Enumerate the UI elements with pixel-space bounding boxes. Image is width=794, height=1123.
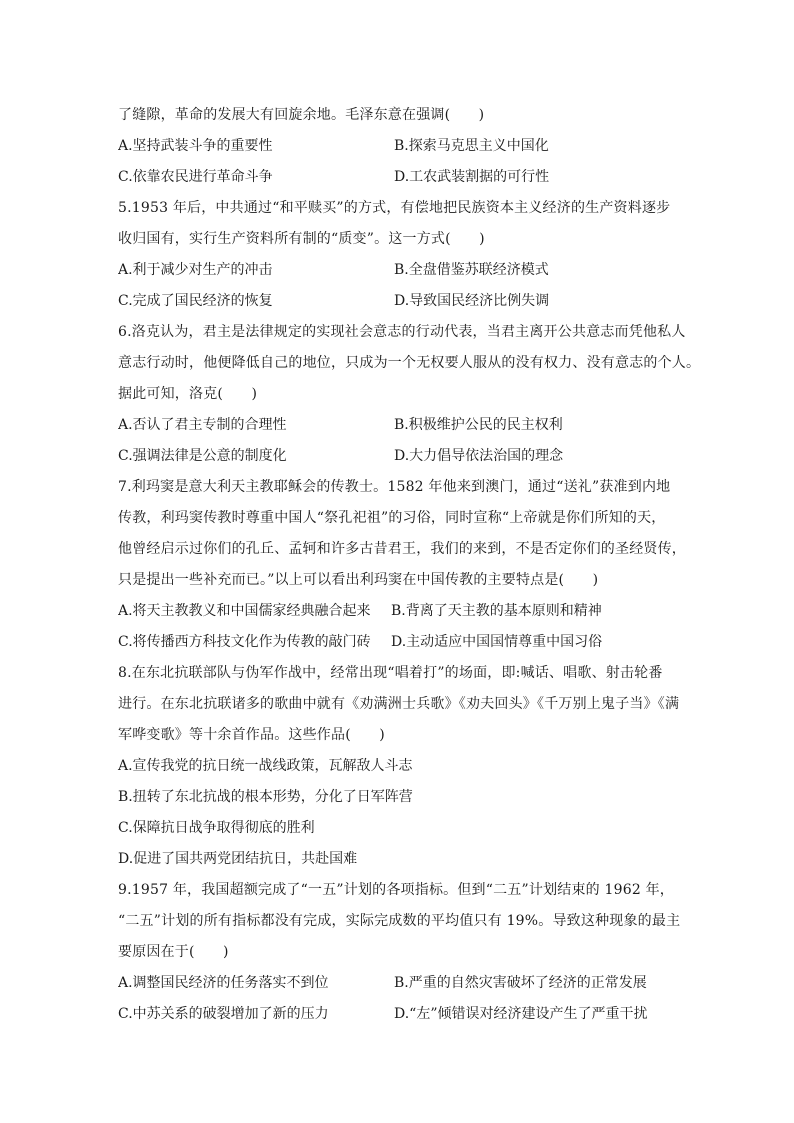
question-stem-line: 6.洛克认为，君主是法律规定的实现社会意志的行动代表，当君主离开公共意志而凭他私人 [118,324,686,340]
question-stem-line: 据此可知，洛克( ) [118,386,258,402]
options-row [118,410,678,441]
exam-page [118,100,701,1030]
question-stem-line: 传教，利玛窦传教时尊重中国人“祭孔祀祖”的习俗，同时宣称“上帝就是你们所知的天， [118,510,666,526]
question-5 [118,193,678,317]
option-a: A.否认了君主专制的合理性 [118,417,287,433]
question-stem-line: 只是提出一些补充而已。”以上可以看出利玛窦在中国传教的主要特点是( ) [118,572,599,588]
option-a: A.宣传我党的抗日统一战线政策，瓦解敌人斗志 [118,758,413,774]
question-8 [118,658,678,875]
option-d: D.大力倡导依法治国的理念 [394,448,564,464]
option-d: D.“左”倾错误对经济建设产生了严重干扰 [394,1006,648,1022]
options-row [118,627,678,658]
question-7 [118,472,686,658]
option-c: C.保障抗日战争取得彻底的胜利 [118,820,315,836]
option-a: A.坚持武装斗争的重要性 [118,138,273,154]
option-c: C.中苏关系的破裂增加了新的压力 [118,1006,329,1022]
question-6 [118,317,701,472]
option-b: B.积极维护公民的民主权利 [394,417,563,433]
question-stem-line: 8.在东北抗联部队与伪军作战中，经常出现“唱着打”的场面，即:喊话、唱歌、射击轮番 [118,665,663,681]
question-stem-line: 5.1953 年后，中共通过“和平赎买”的方式，有偿地把民族资本主义经济的生产资料逐步 [118,200,671,216]
options-row [118,968,678,999]
question-stem-line: 进行。在东北抗联诸多的歌曲中就有《劝满洲士兵歌》《劝夫回头》《千万别上鬼子当》《满 [118,696,680,712]
option-a: A.将天主教教义和中国儒家经典融合起来 [118,603,371,619]
question-stem-line: 收归国有，实行生产资料所有制的“质变”。这一方式( ) [118,231,485,247]
option-d: D.导致国民经济比例失调 [394,293,550,309]
option-b: B.严重的自然灾害破坏了经济的正常发展 [394,975,647,991]
options-row [118,286,678,317]
option-a: A.利于减少对生产的冲击 [118,262,273,278]
options-row [118,441,678,472]
question-4 [118,100,678,193]
option-b: B.探索马克思主义中国化 [394,138,549,154]
question-stem-line: “二五”计划的所有指标都没有完成，实际完成数的平均值只有 19%。导致这种现象的最主 [118,913,681,929]
question-stem-line: 意志行动时，他便降低自己的地位，只成为一个无权要人服从的没有权力、没有意志的个人。 [118,355,701,371]
question-stem-line: 军哗变歌》等十余首作品。这些作品( ) [118,727,385,743]
option-d: D.促进了国共两党团结抗日，共赴国难 [118,851,358,867]
options-row [118,255,678,286]
option-a: A.调整国民经济的任务落实不到位 [118,975,329,991]
option-b: B.背离了天主教的基本原则和精神 [391,603,602,619]
options-row [118,131,678,162]
option-b: B.扭转了东北抗战的根本形势，分化了日军阵营 [118,789,413,805]
question-stem-line: 7.利玛窦是意大利天主教耶稣会的传教士。1582 年他来到澳门，通过“送礼”获准到内地 [118,479,671,495]
option-c: C.完成了国民经济的恢复 [118,293,273,309]
option-c: C.依靠农民进行革命斗争 [118,169,273,185]
option-d: D.主动适应中国国情尊重中国习俗 [391,634,603,650]
option-b: B.全盘借鉴苏联经济模式 [394,262,549,278]
option-c: C.将传播西方科技文化作为传教的敲门砖 [118,634,371,650]
question-9 [118,875,681,1030]
options-row [118,999,678,1030]
question-stem-line: 9.1957 年，我国超额完成了“一五”计划的各项指标。但到“二五”计划结束的 1962 年， [118,882,674,898]
question-stem-line: 要原因在于( ) [118,944,229,960]
question-stem-line: 他曾经启示过你们的孔丘、孟轲和许多古昔君王，我们的来到，不是否定你们的圣经贤传， [118,541,686,557]
options-row [118,162,678,193]
options-row [118,596,678,627]
option-d: D.工农武装割据的可行性 [394,169,550,185]
option-c: C.强调法律是公意的制度化 [118,448,287,464]
question-stem-line: 了缝隙，革命的发展大有回旋余地。毛泽东意在强调( ) [118,107,485,123]
